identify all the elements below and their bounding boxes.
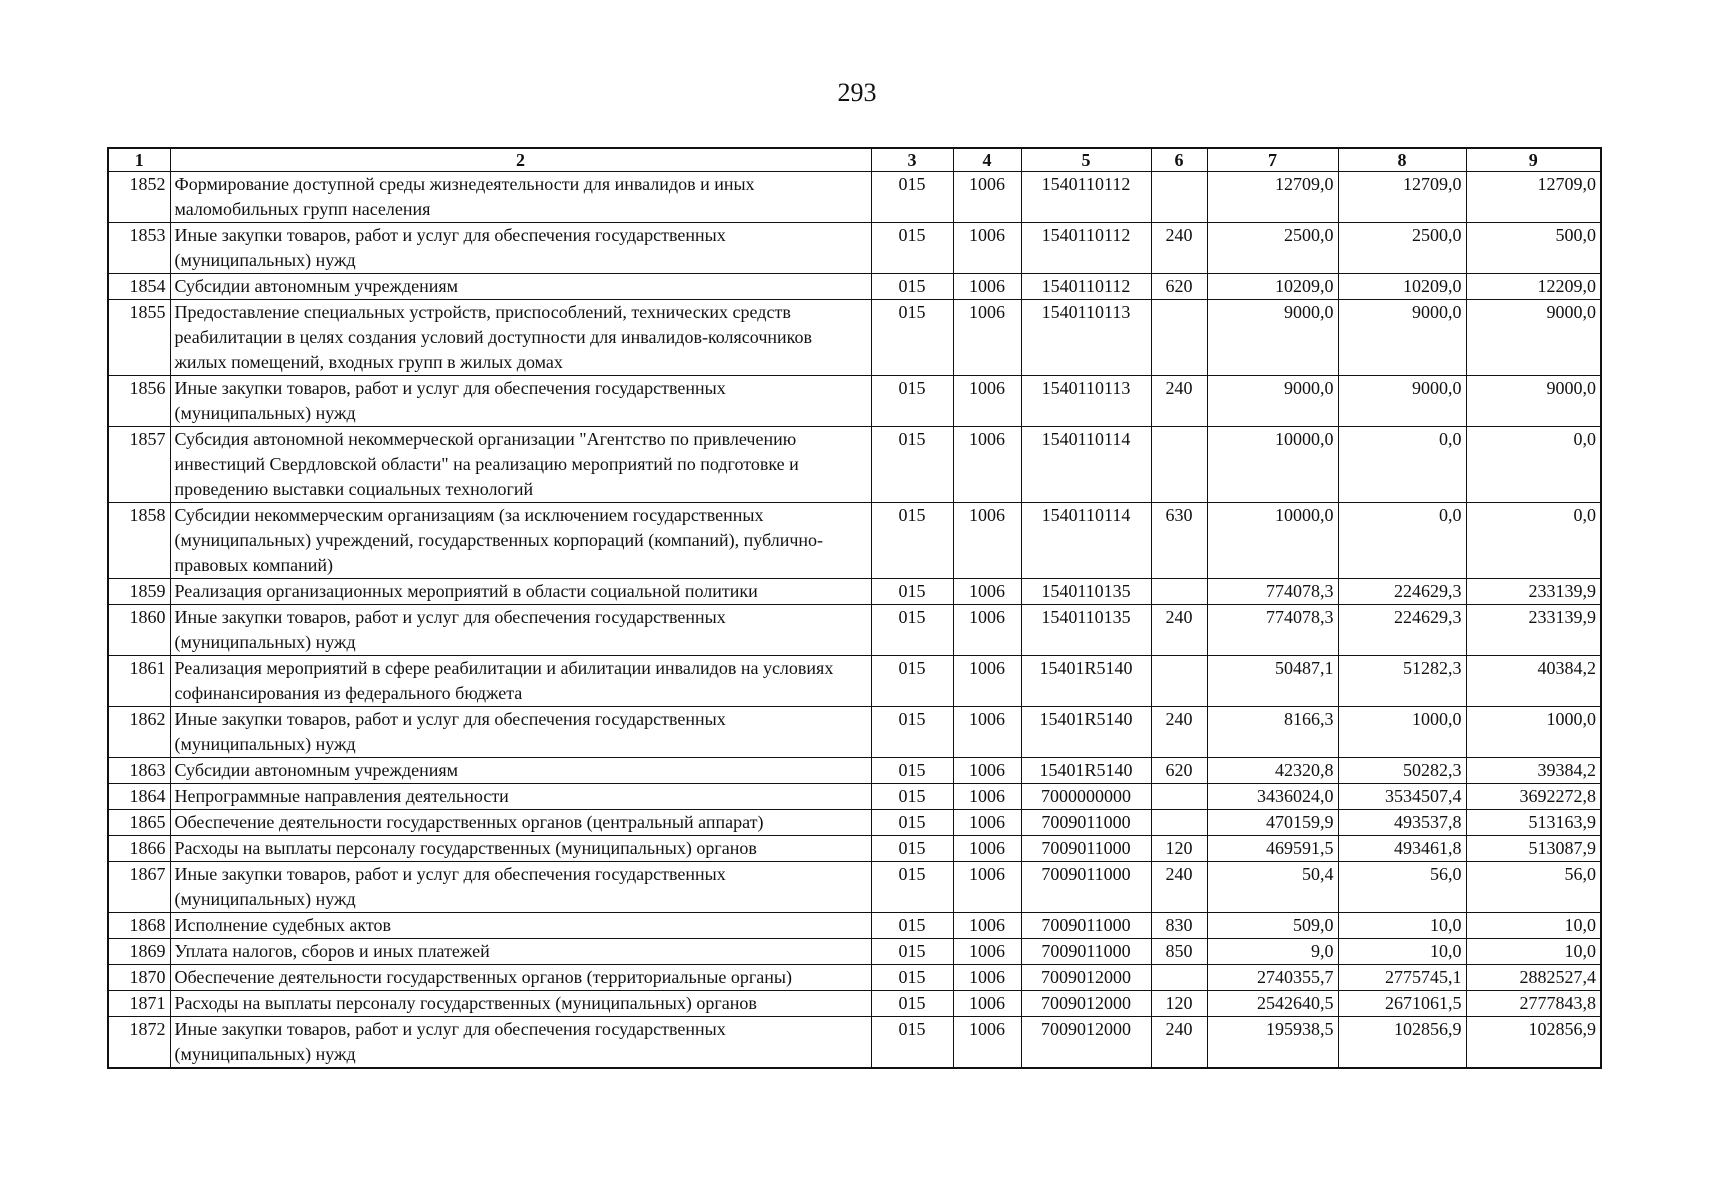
row-code-4: 1006: [953, 810, 1021, 836]
row-code-6: [1151, 300, 1207, 376]
row-number: 1871: [108, 991, 170, 1017]
row-value-9: 233139,9: [1466, 605, 1601, 656]
row-code-4: 1006: [953, 784, 1021, 810]
row-value-7: 469591,5: [1207, 836, 1338, 862]
row-value-7: 12709,0: [1207, 172, 1338, 223]
row-code-5: 1540110112: [1021, 172, 1151, 223]
row-code-3: 015: [871, 784, 953, 810]
header-cell: 5: [1021, 148, 1151, 172]
row-value-9: 40384,2: [1466, 656, 1601, 707]
row-value-9: 0,0: [1466, 503, 1601, 579]
row-code-3: 015: [871, 836, 953, 862]
row-number: 1869: [108, 939, 170, 965]
row-name: Реализация мероприятий в сфере реабилитации и абилитации инвалидов на условиях софинансирования из федерального бюджета: [170, 656, 871, 707]
row-value-7: 470159,9: [1207, 810, 1338, 836]
row-code-4: 1006: [953, 605, 1021, 656]
row-value-9: 9000,0: [1466, 300, 1601, 376]
row-code-5: 1540110135: [1021, 605, 1151, 656]
table-body: [108, 172, 1601, 1069]
header-cell: 4: [953, 148, 1021, 172]
table-row: [108, 1017, 1601, 1069]
row-code-6: [1151, 784, 1207, 810]
table-row: [108, 913, 1601, 939]
row-value-9: 513087,9: [1466, 836, 1601, 862]
table-row: [108, 274, 1601, 300]
row-code-5: 1540110112: [1021, 274, 1151, 300]
row-code-4: 1006: [953, 862, 1021, 913]
row-code-3: 015: [871, 427, 953, 503]
table-row: [108, 836, 1601, 862]
row-code-4: 1006: [953, 656, 1021, 707]
row-code-6: [1151, 172, 1207, 223]
row-code-3: 015: [871, 862, 953, 913]
row-value-9: 233139,9: [1466, 579, 1601, 605]
row-name: Субсидии автономным учреждениям: [170, 758, 871, 784]
row-code-6: 240: [1151, 862, 1207, 913]
row-value-9: 12209,0: [1466, 274, 1601, 300]
row-code-3: 015: [871, 274, 953, 300]
row-code-6: 240: [1151, 376, 1207, 427]
table-row: [108, 223, 1601, 274]
row-code-5: 7009011000: [1021, 913, 1151, 939]
row-value-8: 0,0: [1338, 503, 1466, 579]
row-code-4: 1006: [953, 991, 1021, 1017]
row-value-8: 1000,0: [1338, 707, 1466, 758]
row-code-6: [1151, 965, 1207, 991]
row-code-4: 1006: [953, 300, 1021, 376]
row-code-6: 830: [1151, 913, 1207, 939]
row-code-4: 1006: [953, 172, 1021, 223]
row-code-6: 620: [1151, 274, 1207, 300]
header-cell: 1: [108, 148, 170, 172]
row-value-7: 10000,0: [1207, 503, 1338, 579]
row-code-4: 1006: [953, 503, 1021, 579]
table-row: [108, 707, 1601, 758]
row-value-8: 102856,9: [1338, 1017, 1466, 1069]
row-value-8: 2775745,1: [1338, 965, 1466, 991]
table-row: [108, 758, 1601, 784]
row-code-3: 015: [871, 758, 953, 784]
row-code-3: 015: [871, 579, 953, 605]
row-code-5: 15401R5140: [1021, 656, 1151, 707]
table-row: [108, 784, 1601, 810]
row-code-4: 1006: [953, 579, 1021, 605]
row-number: 1858: [108, 503, 170, 579]
row-code-6: [1151, 656, 1207, 707]
row-value-7: 9000,0: [1207, 300, 1338, 376]
row-value-8: 56,0: [1338, 862, 1466, 913]
table-row: [108, 965, 1601, 991]
row-code-5: 7009011000: [1021, 939, 1151, 965]
row-number: 1855: [108, 300, 170, 376]
row-value-7: 10209,0: [1207, 274, 1338, 300]
row-code-3: 015: [871, 1017, 953, 1069]
row-code-3: 015: [871, 965, 953, 991]
row-code-6: 240: [1151, 1017, 1207, 1069]
table-row: [108, 991, 1601, 1017]
row-value-8: 493537,8: [1338, 810, 1466, 836]
row-value-8: 3534507,4: [1338, 784, 1466, 810]
row-code-5: 1540110113: [1021, 300, 1151, 376]
row-value-9: 2882527,4: [1466, 965, 1601, 991]
row-code-4: 1006: [953, 913, 1021, 939]
table-row: [108, 172, 1601, 223]
row-value-7: 774078,3: [1207, 605, 1338, 656]
row-name: Обеспечение деятельности государственных органов (центральный аппарат): [170, 810, 871, 836]
row-number: 1870: [108, 965, 170, 991]
row-name: Субсидия автономной некоммерческой организации "Агентство по привлечению инвестиций Свердловской области" на реализацию мероприятий по подготовке и проведению выставки социальных технологий: [170, 427, 871, 503]
row-value-7: 3436024,0: [1207, 784, 1338, 810]
row-code-5: 7009011000: [1021, 862, 1151, 913]
row-value-7: 8166,3: [1207, 707, 1338, 758]
row-code-6: [1151, 810, 1207, 836]
row-code-4: 1006: [953, 965, 1021, 991]
row-code-3: 015: [871, 605, 953, 656]
row-value-7: 9000,0: [1207, 376, 1338, 427]
row-value-8: 224629,3: [1338, 579, 1466, 605]
row-value-9: 9000,0: [1466, 376, 1601, 427]
row-value-9: 513163,9: [1466, 810, 1601, 836]
row-value-7: 42320,8: [1207, 758, 1338, 784]
row-code-3: 015: [871, 707, 953, 758]
row-number: 1865: [108, 810, 170, 836]
row-value-9: 0,0: [1466, 427, 1601, 503]
row-code-4: 1006: [953, 758, 1021, 784]
row-value-9: 2777843,8: [1466, 991, 1601, 1017]
row-value-8: 10,0: [1338, 939, 1466, 965]
table-row: [108, 862, 1601, 913]
row-code-4: 1006: [953, 836, 1021, 862]
table-row: [108, 939, 1601, 965]
row-value-8: 0,0: [1338, 427, 1466, 503]
table-row: [108, 579, 1601, 605]
row-value-8: 9000,0: [1338, 300, 1466, 376]
row-value-7: 2542640,5: [1207, 991, 1338, 1017]
header-row: [108, 148, 1601, 172]
row-name: Обеспечение деятельности государственных органов (территориальные органы): [170, 965, 871, 991]
row-code-5: 7009012000: [1021, 991, 1151, 1017]
row-name: Иные закупки товаров, работ и услуг для обеспечения государственных (муниципальных) нужд: [170, 376, 871, 427]
row-value-8: 50282,3: [1338, 758, 1466, 784]
row-code-4: 1006: [953, 707, 1021, 758]
row-number: 1864: [108, 784, 170, 810]
row-code-6: 240: [1151, 223, 1207, 274]
row-value-8: 51282,3: [1338, 656, 1466, 707]
row-name: Иные закупки товаров, работ и услуг для обеспечения государственных (муниципальных) нужд: [170, 1017, 871, 1069]
row-name: Расходы на выплаты персоналу государственных (муниципальных) органов: [170, 991, 871, 1017]
row-name: Субсидии автономным учреждениям: [170, 274, 871, 300]
row-name: Субсидии некоммерческим организациям (за исключением государственных (муниципальных) учреждений, государственных корпораций (компаний), публично-правовых компаний): [170, 503, 871, 579]
row-value-9: 10,0: [1466, 913, 1601, 939]
row-code-5: 1540110113: [1021, 376, 1151, 427]
row-code-5: 1540110112: [1021, 223, 1151, 274]
row-number: 1860: [108, 605, 170, 656]
row-code-5: 7009012000: [1021, 1017, 1151, 1069]
row-value-7: 509,0: [1207, 913, 1338, 939]
row-code-5: 7000000000: [1021, 784, 1151, 810]
row-name: Иные закупки товаров, работ и услуг для обеспечения государственных (муниципальных) нужд: [170, 223, 871, 274]
row-code-5: 15401R5140: [1021, 758, 1151, 784]
row-name: Иные закупки товаров, работ и услуг для обеспечения государственных (муниципальных) нужд: [170, 707, 871, 758]
row-number: 1859: [108, 579, 170, 605]
header-cell: 9: [1466, 148, 1601, 172]
row-value-7: 2740355,7: [1207, 965, 1338, 991]
row-value-7: 10000,0: [1207, 427, 1338, 503]
row-code-5: 15401R5140: [1021, 707, 1151, 758]
row-number: 1866: [108, 836, 170, 862]
row-value-7: 50487,1: [1207, 656, 1338, 707]
header-cell: 2: [170, 148, 871, 172]
row-value-9: 56,0: [1466, 862, 1601, 913]
row-value-9: 39384,2: [1466, 758, 1601, 784]
row-value-7: 9,0: [1207, 939, 1338, 965]
row-number: 1867: [108, 862, 170, 913]
row-code-3: 015: [871, 913, 953, 939]
row-value-8: 2671061,5: [1338, 991, 1466, 1017]
row-code-6: 630: [1151, 503, 1207, 579]
row-code-3: 015: [871, 656, 953, 707]
row-number: 1857: [108, 427, 170, 503]
row-number: 1861: [108, 656, 170, 707]
table-row: [108, 427, 1601, 503]
row-code-3: 015: [871, 376, 953, 427]
header-cell: 7: [1207, 148, 1338, 172]
row-value-8: 224629,3: [1338, 605, 1466, 656]
row-code-3: 015: [871, 172, 953, 223]
row-name: Уплата налогов, сборов и иных платежей: [170, 939, 871, 965]
row-name: Иные закупки товаров, работ и услуг для обеспечения государственных (муниципальных) нужд: [170, 862, 871, 913]
row-value-8: 493461,8: [1338, 836, 1466, 862]
row-code-3: 015: [871, 939, 953, 965]
row-value-7: 195938,5: [1207, 1017, 1338, 1069]
table-row: [108, 605, 1601, 656]
table-row: [108, 300, 1601, 376]
table-row: [108, 376, 1601, 427]
row-code-6: 620: [1151, 758, 1207, 784]
row-number: 1872: [108, 1017, 170, 1069]
row-value-7: 774078,3: [1207, 579, 1338, 605]
row-value-9: 3692272,8: [1466, 784, 1601, 810]
row-number: 1853: [108, 223, 170, 274]
row-code-4: 1006: [953, 939, 1021, 965]
row-value-9: 102856,9: [1466, 1017, 1601, 1069]
row-value-8: 9000,0: [1338, 376, 1466, 427]
row-code-4: 1006: [953, 223, 1021, 274]
table-row: [108, 810, 1601, 836]
row-name: Исполнение судебных актов: [170, 913, 871, 939]
row-code-6: 240: [1151, 605, 1207, 656]
row-code-6: 120: [1151, 991, 1207, 1017]
row-value-8: 2500,0: [1338, 223, 1466, 274]
row-code-3: 015: [871, 991, 953, 1017]
row-code-5: 1540110114: [1021, 503, 1151, 579]
row-name: Формирование доступной среды жизнедеятельности для инвалидов и иных маломобильных групп населения: [170, 172, 871, 223]
row-code-5: 1540110135: [1021, 579, 1151, 605]
table-row: [108, 656, 1601, 707]
row-value-9: 1000,0: [1466, 707, 1601, 758]
row-code-5: 1540110114: [1021, 427, 1151, 503]
row-value-8: 10209,0: [1338, 274, 1466, 300]
row-code-4: 1006: [953, 1017, 1021, 1069]
budget-table: [107, 147, 1602, 1069]
row-number: 1863: [108, 758, 170, 784]
row-value-8: 12709,0: [1338, 172, 1466, 223]
row-code-3: 015: [871, 223, 953, 274]
row-number: 1852: [108, 172, 170, 223]
row-number: 1854: [108, 274, 170, 300]
row-code-5: 7009012000: [1021, 965, 1151, 991]
row-number: 1856: [108, 376, 170, 427]
header-cell: 3: [871, 148, 953, 172]
row-code-6: 120: [1151, 836, 1207, 862]
row-code-3: 015: [871, 503, 953, 579]
header-cell: 8: [1338, 148, 1466, 172]
row-code-4: 1006: [953, 427, 1021, 503]
row-name: Иные закупки товаров, работ и услуг для обеспечения государственных (муниципальных) нужд: [170, 605, 871, 656]
row-code-6: 240: [1151, 707, 1207, 758]
table-row: [108, 503, 1601, 579]
row-code-6: 850: [1151, 939, 1207, 965]
row-number: 1868: [108, 913, 170, 939]
row-value-9: 12709,0: [1466, 172, 1601, 223]
row-name: Непрограммные направления деятельности: [170, 784, 871, 810]
row-name: Предоставление специальных устройств, приспособлений, технических средств реабилитации в целях создания условий доступности для инвалидов-колясочников жилых помещений, входных групп в жилых домах: [170, 300, 871, 376]
row-value-9: 500,0: [1466, 223, 1601, 274]
row-name: Реализация организационных мероприятий в области социальной политики: [170, 579, 871, 605]
row-code-5: 7009011000: [1021, 836, 1151, 862]
row-code-5: 7009011000: [1021, 810, 1151, 836]
row-value-9: 10,0: [1466, 939, 1601, 965]
header-cell: 6: [1151, 148, 1207, 172]
row-code-6: [1151, 427, 1207, 503]
row-name: Расходы на выплаты персоналу государственных (муниципальных) органов: [170, 836, 871, 862]
row-code-3: 015: [871, 810, 953, 836]
row-code-4: 1006: [953, 274, 1021, 300]
row-value-7: 2500,0: [1207, 223, 1338, 274]
row-number: 1862: [108, 707, 170, 758]
row-value-8: 10,0: [1338, 913, 1466, 939]
row-code-4: 1006: [953, 376, 1021, 427]
page-number: 293: [837, 78, 877, 107]
row-value-7: 50,4: [1207, 862, 1338, 913]
row-code-6: [1151, 579, 1207, 605]
row-code-3: 015: [871, 300, 953, 376]
